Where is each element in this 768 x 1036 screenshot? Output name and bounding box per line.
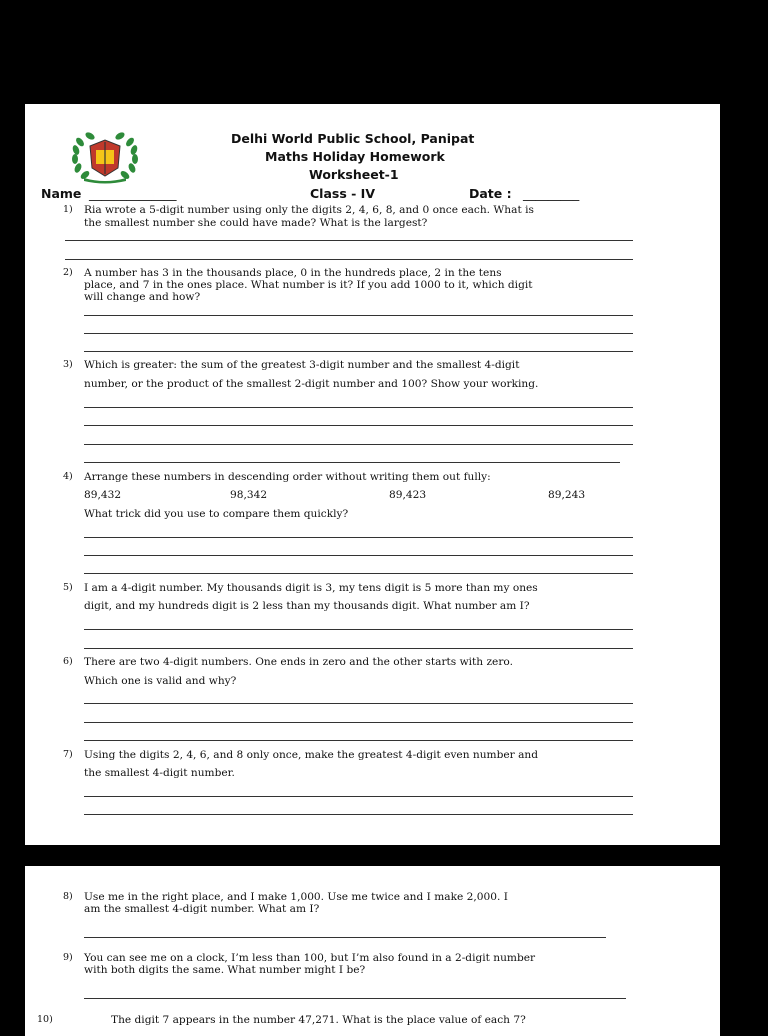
answer-line[interactable] <box>84 462 620 463</box>
question-text: Using the digits 2, 4, 6, and 8 only once, make the greatest 4-digit even number and <box>84 749 538 761</box>
question-text: with both digits the same. What number might I be? <box>84 964 366 976</box>
question-number: 9) <box>63 952 73 963</box>
question-number: 10) <box>37 1014 53 1025</box>
answer-line[interactable] <box>84 648 633 649</box>
answer-line[interactable] <box>84 573 633 574</box>
answer-line[interactable] <box>65 259 633 260</box>
question-number: 3) <box>63 359 73 370</box>
answer-line[interactable] <box>84 407 633 408</box>
question-text: The digit 7 appears in the number 47,271. What is the place value of each 7? <box>111 1014 526 1026</box>
answer-line[interactable] <box>84 722 633 723</box>
number-item: 98,342 <box>230 489 268 501</box>
answer-line[interactable] <box>65 240 633 241</box>
number-item: 89,423 <box>389 489 427 501</box>
answer-line[interactable] <box>84 351 633 352</box>
answer-line[interactable] <box>84 998 626 999</box>
question-text: the smallest 4-digit number. <box>84 767 235 779</box>
school-logo-icon <box>70 128 140 184</box>
question-number: 6) <box>63 656 73 667</box>
answer-line[interactable] <box>84 796 633 797</box>
answer-line[interactable] <box>84 315 633 316</box>
question-text: Ria wrote a 5-digit number using only the digits 2, 4, 6, 8, and 0 once each. What is <box>84 204 534 216</box>
question-text: There are two 4-digit numbers. One ends in zero and the other starts with zero. <box>84 656 513 668</box>
question-followup: What trick did you use to compare them quickly? <box>84 508 349 520</box>
worksheet-title: Worksheet-1 <box>309 167 399 182</box>
answer-line[interactable] <box>84 629 633 630</box>
name-blank[interactable]: ______________ <box>89 186 177 201</box>
question-text: Which is greater: the sum of the greatest 3-digit number and the smallest 4-digit <box>84 359 520 371</box>
question-text: I am a 4-digit number. My thousands digit is 3, my tens digit is 5 more than my ones <box>84 582 538 594</box>
question-number: 7) <box>63 749 73 760</box>
answer-line[interactable] <box>84 333 633 334</box>
answer-line[interactable] <box>84 444 633 445</box>
number-item: 89,432 <box>84 489 122 501</box>
subject-title: Maths Holiday Homework <box>265 149 445 164</box>
answer-line[interactable] <box>84 555 633 556</box>
question-text: Which one is valid and why? <box>84 675 237 687</box>
school-name: Delhi World Public School, Panipat <box>231 131 475 146</box>
question-text: Arrange these numbers in descending order without writing them out fully: <box>84 471 491 483</box>
question-number: 8) <box>63 891 73 902</box>
question-text: A number has 3 in the thousands place, 0 in the hundreds place, 2 in the tens <box>84 267 502 279</box>
answer-line[interactable] <box>84 537 633 538</box>
question-number: 5) <box>63 582 73 593</box>
name-label: Name <box>41 186 82 201</box>
answer-line[interactable] <box>84 703 633 704</box>
question-text: place, and 7 in the ones place. What number is it? If you add 1000 to it, which digit <box>84 279 533 291</box>
question-text: the smallest number she could have made? What is the largest? <box>84 217 428 229</box>
question-text: am the smallest 4-digit number. What am I? <box>84 903 320 915</box>
worksheet-page-1 <box>25 104 720 845</box>
date-blank[interactable]: _________ <box>523 186 580 201</box>
answer-line[interactable] <box>84 425 633 426</box>
answer-line[interactable] <box>84 814 633 815</box>
question-number: 2) <box>63 267 73 278</box>
answer-line[interactable] <box>84 937 606 938</box>
question-text: number, or the product of the smallest 2-digit number and 100? Show your working. <box>84 378 539 390</box>
question-number: 4) <box>63 471 73 482</box>
class-label: Class - IV <box>310 186 375 201</box>
number-item: 89,243 <box>548 489 586 501</box>
question-text: You can see me on a clock, I’m less than 100, but I’m also found in a 2-digit number <box>84 952 536 964</box>
question-number: 1) <box>63 204 73 215</box>
worksheet-page-2 <box>25 866 720 1036</box>
date-label: Date : <box>469 186 512 201</box>
question-text: Use me in the right place, and I make 1,000. Use me twice and I make 2,000. I <box>84 891 508 903</box>
question-text: digit, and my hundreds digit is 2 less than my thousands digit. What number am I? <box>84 600 530 612</box>
answer-line[interactable] <box>84 740 633 741</box>
question-text: will change and how? <box>84 291 201 303</box>
